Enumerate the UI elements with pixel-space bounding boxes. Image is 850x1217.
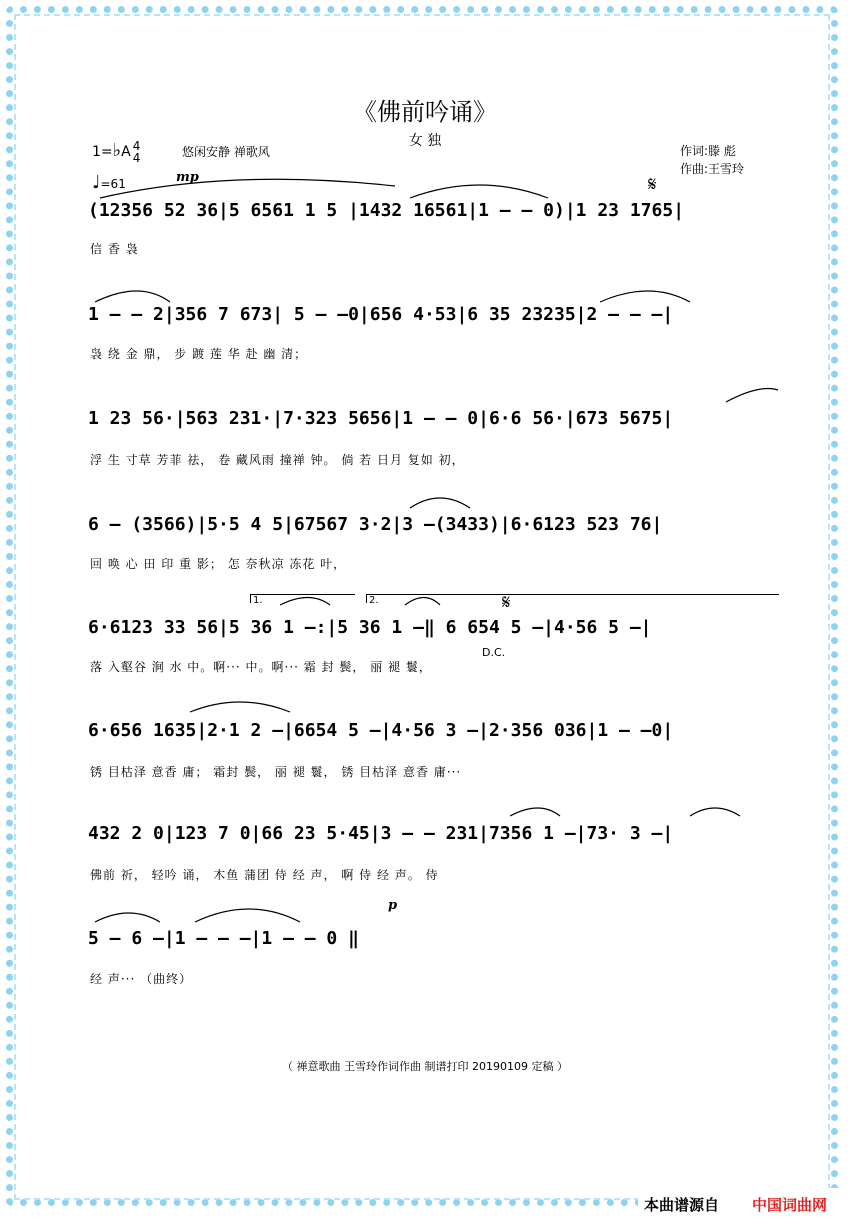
dynamic-mp: mp xyxy=(176,170,199,185)
flat-icon: ♭ xyxy=(112,140,122,161)
time-bottom: 4 xyxy=(132,151,141,165)
segno-icon-2: 𝄋 xyxy=(502,590,511,614)
key-prefix: 1= xyxy=(92,144,113,160)
tempo-value: =61 xyxy=(100,177,126,191)
song-subtitle: 女 独 xyxy=(408,133,442,149)
style-note: 悠闲安静 禅歌风 xyxy=(182,145,270,159)
footer-note: （ 禅意歌曲 王雪玲作词作曲 制谱打印 20190109 定稿 ） xyxy=(282,1060,568,1073)
dc-mark: D.C. xyxy=(482,646,506,659)
score-row-2: 1 – – 2|356 7 673| 5 – –0|656 4·53|6 35 23235|2 – – –| xyxy=(88,304,674,325)
quarter-note-icon: ♩ xyxy=(92,172,101,193)
song-title: 《佛前吟诵》 xyxy=(353,98,497,126)
lyric-row-8: 经 声··· （曲终） xyxy=(90,972,193,986)
lyricist: 作词:滕 彪 xyxy=(680,144,736,158)
score-row-4: 6 – (3566)|5·5 4 5|67567 3·2|3 –(3433)|6·6123 523 76| xyxy=(88,514,663,535)
score-row-8: 5 – 6 –|1 – – –|1 – – 0 ‖ xyxy=(88,928,359,949)
segno-icon: 𝄋 xyxy=(648,172,657,196)
volta-2-label: 2. xyxy=(369,595,379,606)
lyric-row-5: 落 入壑谷 涧 水 中。啊··· 中。啊··· 霜 封 鬓， 丽 褪 鬟， xyxy=(90,660,432,674)
lyric-row-4: 回 唤 心 田 印 重 影； 怎 奈秋凉 冻花 叶， xyxy=(90,557,347,571)
lyric-row-6: 锈 目枯泽 意香 庸； 霜封 鬓， 丽 褪 鬟， 锈 目枯泽 意香 庸··· xyxy=(90,765,462,779)
score-row-7: 432 2 0|123 7 0|66 23 5·45|3 – – 231|7356 1 –|73· 3 –| xyxy=(88,823,674,844)
score-row-1: (12356 52 36|5 6561 1 5 |1432 16561|1 – – 0)|1 23 1765| xyxy=(88,200,685,221)
score-row-3: 1 23 56·|563 231·|7·323 5656|1 – – 0|6·6 56·|673 5675| xyxy=(88,408,674,429)
time-top: 4 xyxy=(132,139,141,153)
source-site-link[interactable]: 中国词曲网 xyxy=(752,1196,828,1214)
volta-1-label: 1. xyxy=(253,595,263,606)
lyric-row-3: 浮 生 寸草 芳菲 祛， 卷 藏风雨 撞禅 钟。 倘 若 日月 复如 初， xyxy=(90,453,465,467)
dynamic-p: p xyxy=(388,898,398,913)
key-letter: A xyxy=(121,144,131,160)
lyric-row-1: 信 香 袅 xyxy=(90,242,139,256)
score-row-5: 6·6123 33 56|5 36 1 –:|5 36 1 –‖ 6 654 5 –|4·56 5 –| xyxy=(88,617,652,638)
lyric-row-2: 袅 绕 金 鼎， 步 踱 莲 华 赴 幽 清； xyxy=(90,347,308,361)
source-prefix: 本曲谱源自 xyxy=(644,1196,720,1214)
composer: 作曲:王雪玲 xyxy=(680,162,745,176)
lyric-row-7: 佛前 祈， 轻吟 诵， 木鱼 蒲团 侍 经 声， 啊 侍 经 声。 侍 xyxy=(90,868,439,882)
score-row-6: 6·656 1635|2·1 2 –|6654 5 –|4·56 3 –|2·356 036|1 – –0| xyxy=(88,720,674,741)
